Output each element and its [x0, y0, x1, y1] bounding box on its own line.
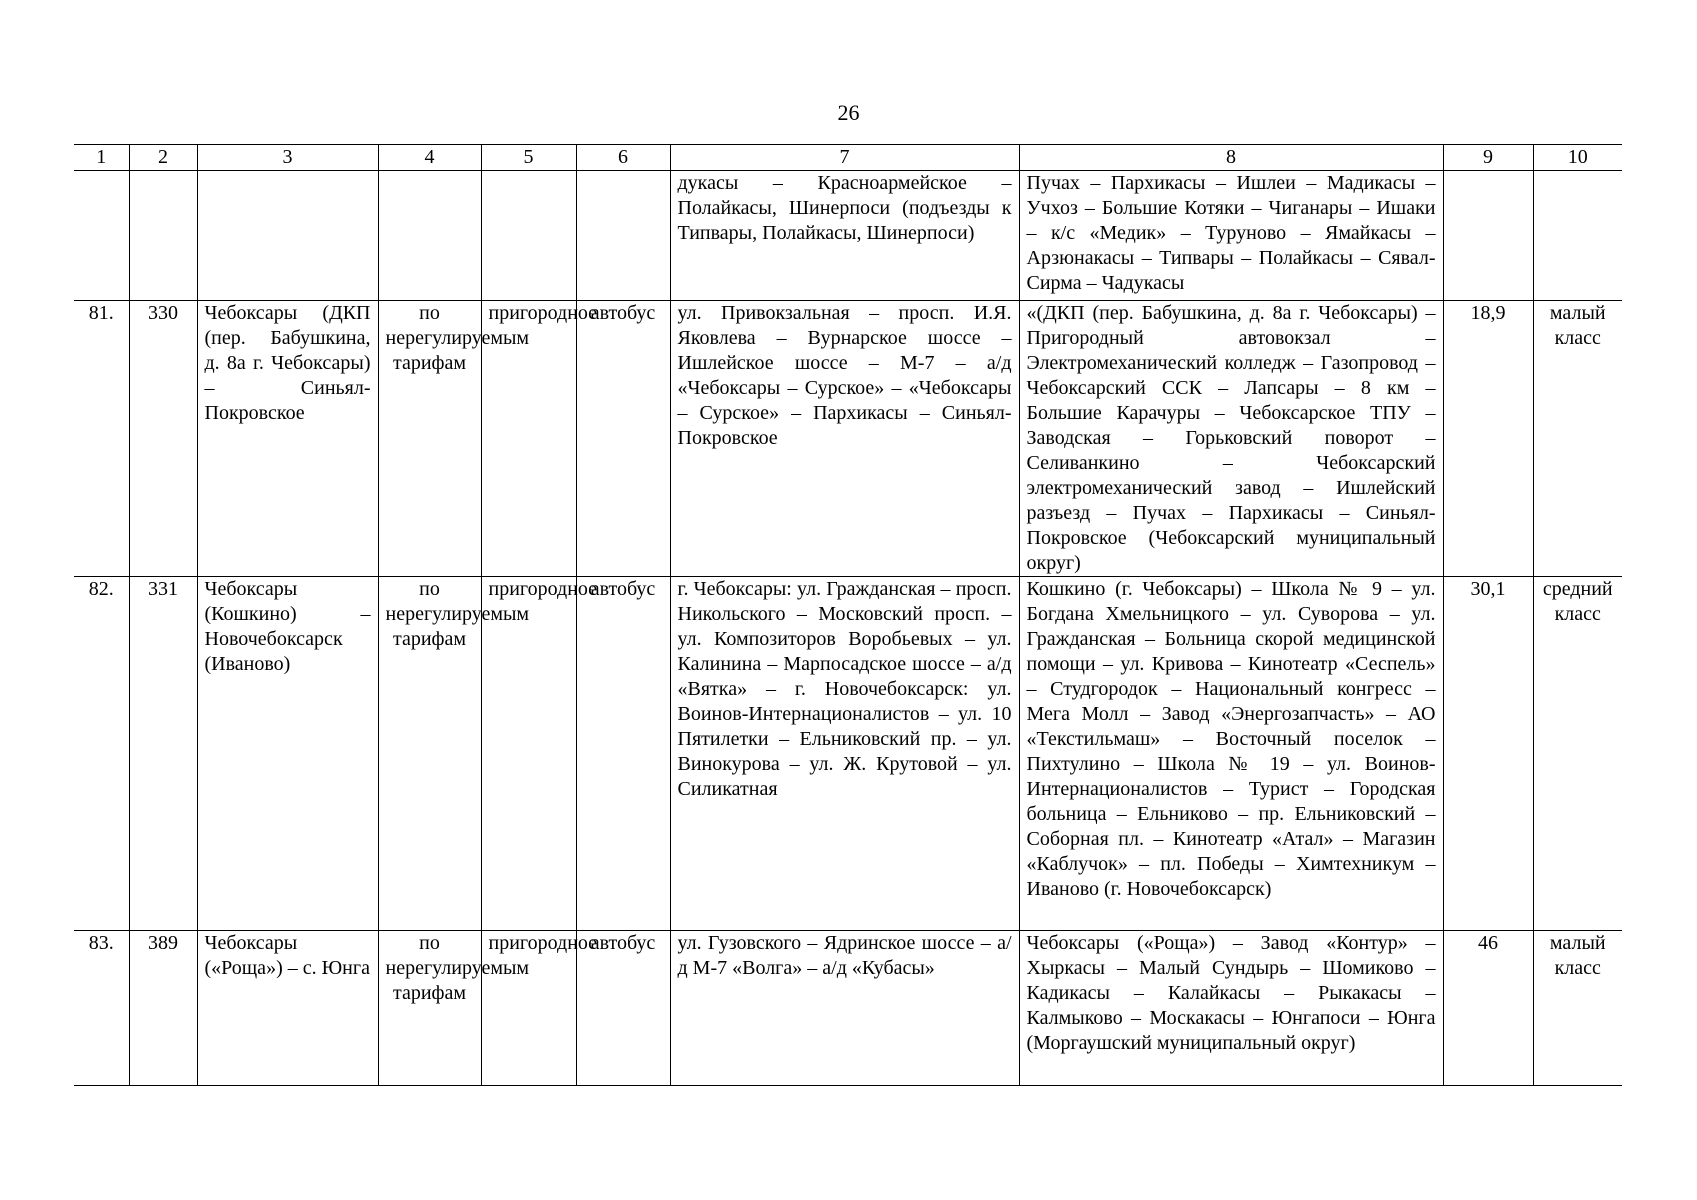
route-length: 30,1 [1443, 577, 1533, 931]
vehicle-class: малый класс [1533, 301, 1622, 577]
column-header: 7 [670, 145, 1019, 171]
column-header: 3 [197, 145, 378, 171]
vehicle-class: малый класс [1533, 931, 1622, 1086]
tariff-type: по нерегулируемым тарифам [378, 577, 481, 931]
vehicle-type: автобус [576, 301, 670, 577]
service-type: пригородное [481, 301, 576, 577]
column-header: 4 [378, 145, 481, 171]
row-number: 81. [74, 301, 129, 577]
column-header: 10 [1533, 145, 1622, 171]
route-streets: ул. Привокзальная – просп. И.Я. Яковлева – Вурнарское шоссе – Ишлейское шоссе – М-7 – а/д «Чебоксары – Сурское» – «Чебоксары – Сурское» – Пархикасы – Синьял-Покровское [670, 301, 1019, 577]
column-header: 5 [481, 145, 576, 171]
vehicle-type: автобус [576, 931, 670, 1086]
route-name: Чебоксары («Роща») – с. Юнга [197, 931, 378, 1086]
route-name: Чебоксары (ДКП (пер. Бабушкина, д. 8а г. Чебоксары) – Синьял-Покровское [197, 301, 378, 577]
route-number: 389 [129, 931, 197, 1086]
table-header-row [74, 145, 1622, 171]
service-type: пригородное [481, 577, 576, 931]
route-length: 46 [1443, 931, 1533, 1086]
table-row [74, 171, 1622, 301]
route-number: 330 [129, 301, 197, 577]
service-type [481, 171, 576, 301]
route-name [197, 171, 378, 301]
route-streets: дукасы – Красноармейское – Полайкасы, Шинерпоси (подъезды к Типвары, Полайкасы, Шинерпоси) [670, 171, 1019, 301]
route-stops: Пучах – Пархикасы – Ишлеи – Мадикасы – Учхоз – Большие Котяки – Чиганары – Ишаки – к/с «Медик» – Туруново – Ямайкасы – Арзюнакасы – Типвары – Полайкасы – Сявал-Сирма – Чадукасы [1019, 171, 1443, 301]
column-header: 2 [129, 145, 197, 171]
vehicle-type: автобус [576, 577, 670, 931]
table-row [74, 301, 1622, 577]
route-number [129, 171, 197, 301]
vehicle-class [1533, 171, 1622, 301]
table-row [74, 577, 1622, 931]
row-number: 83. [74, 931, 129, 1086]
table-row [74, 931, 1622, 1086]
route-length: 18,9 [1443, 301, 1533, 577]
tariff-type [378, 171, 481, 301]
tariff-type: по нерегулируемым тарифам [378, 301, 481, 577]
route-name: Чебоксары (Кошкино) – Новочебоксарск (Иваново) [197, 577, 378, 931]
column-header: 9 [1443, 145, 1533, 171]
service-type: пригородное [481, 931, 576, 1086]
route-length [1443, 171, 1533, 301]
column-header: 8 [1019, 145, 1443, 171]
row-number: 82. [74, 577, 129, 931]
route-stops: Чебоксары («Роща») – Завод «Контур» – Хыркасы – Малый Сундырь – Шомиково – Кадикасы – Калайкасы – Рыкакасы – Калмыково – Москакасы – Юнгапоси – Юнга (Моргаушский муниципальный округ) [1019, 931, 1443, 1086]
routes-table [74, 144, 1622, 1086]
tariff-type: по нерегулируемым тарифам [378, 931, 481, 1086]
route-stops: «(ДКП (пер. Бабушкина, д. 8а г. Чебоксары) – Пригородный автовокзал – Электромеханический колледж – Газопровод – Чебоксарский ССК – Лапсары – 8 км – Большие Карачуры – Чебоксарское ТПУ – Заводская – Горьковский поворот – Селиванкино – Чебоксарский электромеханический завод – Ишлейский разъезд – Пучах – Пархикасы – Синьял-Покровское (Чебоксарский муниципальный округ) [1019, 301, 1443, 577]
page-number: 26 [837, 100, 860, 125]
column-header: 6 [576, 145, 670, 171]
vehicle-class: средний класс [1533, 577, 1622, 931]
route-streets: г. Чебоксары: ул. Гражданская – просп. Никольского – Московский просп. – ул. Композиторов Воробьевых – ул. Калинина – Марпосадское шоссе – а/д «Вятка» – г. Новочебоксарск: ул. Воинов-Интернационалистов – ул. 10 Пятилетки – Ельниковский пр. – ул. Винокурова – ул. Ж. Крутовой – ул. Силикатная [670, 577, 1019, 931]
vehicle-type [576, 171, 670, 301]
route-number: 331 [129, 577, 197, 931]
row-number [74, 171, 129, 301]
route-streets: ул. Гузовского – Ядринское шоссе – а/д М-7 «Волга» – а/д «Кубасы» [670, 931, 1019, 1086]
route-stops: Кошкино (г. Чебоксары) – Школа № 9 – ул. Богдана Хмельницкого – ул. Суворова – ул. Гражданская – Больница скорой медицинской помощи – ул. Кривова – Кинотеатр «Сеспель» – Студгородок – Национальный конгресс – Мега Молл – Завод «Энергозапчасть» – АО «Текстильмаш» – Восточный поселок – Пихтулино – Школа № 19 – ул. Воинов-Интернационалистов – Турист – Городская больница – Ельниково – пр. Ельниковский – Соборная пл. – Кинотеатр «Атал» – Магазин «Каблучок» – пл. Победы – Химтехникум – Иваново (г. Новочебоксарск) [1019, 577, 1443, 931]
column-header: 1 [74, 145, 129, 171]
